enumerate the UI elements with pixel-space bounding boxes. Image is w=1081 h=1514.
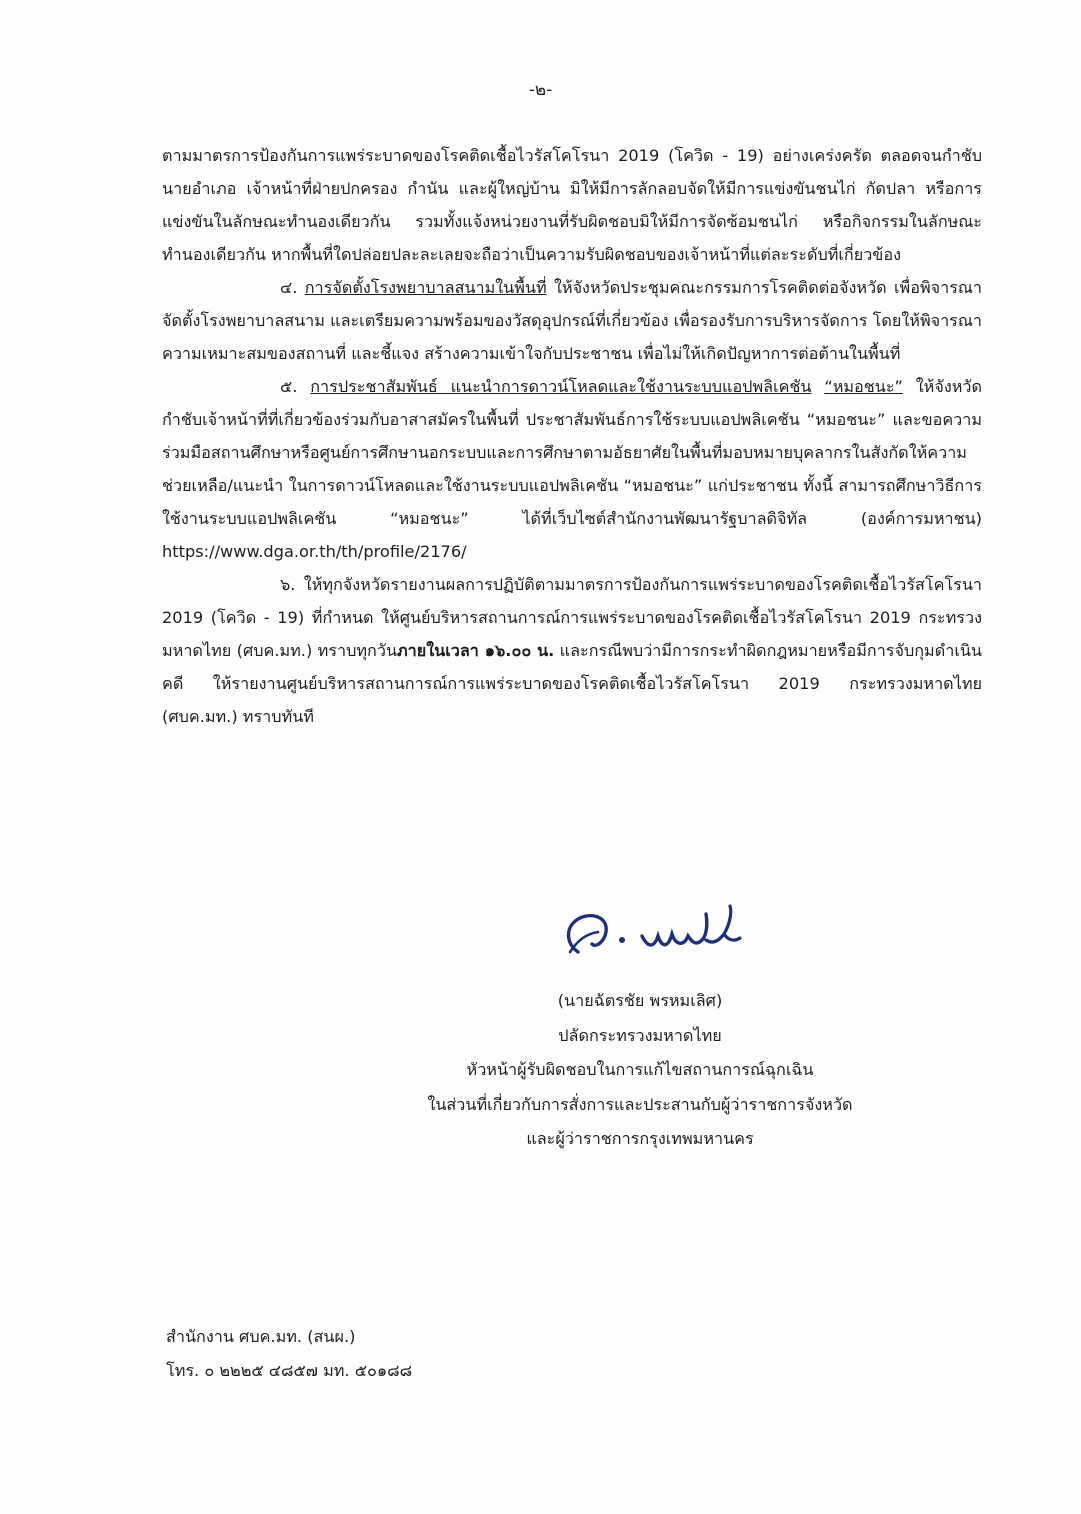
footer-phone: โทร. ๐ ๒๒๒๕ ๔๘๕๗ มท. ๕๐๑๘๘ bbox=[166, 1361, 413, 1380]
handwritten-signature bbox=[556, 900, 746, 964]
paragraph-6-text-a: ๖. ให้ทุกจังหวัดรายงานผลการปฏิบัติตามมาตรการป้องกันการแพร่ระบาดของโรคติดเชื้อไวรัสโคโรนา 2019 (โควิด - 19) ที่กำหนด ให้ศูนย์บริหารสถานการณ์การแพร่ระบาดของโรคติดเชื้อไวรัสโคโรนา 2019 กระทรวงมหาดไทย (ศบค.มท.) ทราบทุกวัน bbox=[162, 575, 982, 660]
paragraph-4 bbox=[162, 271, 982, 370]
signature-block bbox=[340, 984, 940, 1157]
paragraph-4-heading: การจัดตั้งโรงพยาบาลสนามในพื้นที่ bbox=[304, 278, 547, 297]
paragraph-5-text: ให้จังหวัดกำชับเจ้าหน้าที่ที่เกี่ยวข้องร่วมกับอาสาสมัครในพื้นที่ ประชาสัมพันธ์การใช้ระบบแอปพลิเคชัน “หมอชนะ” และขอความร่วมมือสถานศึกษาหรือศูนย์การศึกษานอกระบบและการศึกษาตามอัธยาศัยในพื้นที่มอบหมายบุคลากรในสังกัดให้ความช่วยเหลือ/แนะนำ ในการดาวน์โหลดและใช้งานระบบแอปพลิเคชัน “หมอชนะ” แก่ประชาชน ทั้งนี้ สามารถศึกษาวิธีการใช้งานระบบแอปพลิเคชัน “หมอชนะ” ได้ที่เว็บไซต์สำนักงานพัฒนารัฐบาลดิจิทัล (องค์การมหาชน) https://www.dga.or.th/th/profile/2176/ bbox=[162, 377, 982, 561]
page-number: -๒- bbox=[528, 80, 553, 100]
paragraph-5-heading: การประชาสัมพันธ์ แนะนำการดาวน์โหลดและใช้งานระบบแอปพลิเคชัน bbox=[310, 377, 812, 396]
paragraph-6-deadline: ภายในเวลา ๑๖.๐๐ น. bbox=[397, 641, 555, 660]
paragraph-5-number: ๕. bbox=[280, 377, 311, 396]
signatory-title-1: ปลัดกระทรวงมหาดไทย bbox=[558, 1025, 722, 1045]
paragraph-4-text: ให้จังหวัดประชุมคณะกรรมการโรคติดต่อจังหวัด เพื่อพิจารณาจัดตั้งโรงพยาบาลสนาม และเตรียมความพร้อมของวัสดุอุปกรณ์ที่เกี่ยวข้อง เพื่อรองรับการบริหารจัดการ โดยให้พิจารณาความเหมาะสมของสถานที่ และชี้แจง สร้างความเข้าใจกับประชาชน เพื่อไม่ให้เกิดปัญหาการต่อต้านในพื้นที่ bbox=[162, 278, 982, 363]
paragraph-continuation: ตามมาตรการป้องกันการแพร่ระบาดของโรคติดเชื้อไวรัสโคโรนา 2019 (โควิด - 19) อย่างเคร่งครัด ตลอดจนกำชับนายอำเภอ เจ้าหน้าที่ฝ่ายปกครอง กำนัน และผู้ใหญ่บ้าน มิให้มีการลักลอบจัดให้มีการแข่งขันชนไก่ กัดปลา หรือการแข่งขันในลักษณะทำนองเดียวกัน รวมทั้งแจ้งหน่วยงานที่รับผิดชอบมิให้มีการจัดซ้อมชนไก่ หรือกิจกรรมในลักษณะทำนองเดียวกัน หากพื้นที่ใดปล่อยปละละเลยจะถือว่าเป็นความรับผิดชอบของเจ้าหน้าที่แต่ละระดับที่เกี่ยวข้อง bbox=[162, 146, 982, 264]
footer-contact bbox=[166, 1320, 666, 1388]
signatory-title-2: หัวหน้าผู้รับผิดชอบในการแก้ไขสถานการณ์ฉุกเฉิน bbox=[466, 1060, 814, 1079]
paragraph-5-app-name: “หมอชนะ” bbox=[824, 377, 903, 396]
signatory-title-3: ในส่วนที่เกี่ยวกับการสั่งการและประสานกับผู้ว่าราชการจังหวัด bbox=[427, 1094, 853, 1114]
footer-office: สำนักงาน ศบค.มท. (สนผ.) bbox=[166, 1327, 356, 1346]
document-body bbox=[162, 139, 982, 733]
paragraph-6-text-b: และกรณีพบว่ามีการกระทำผิดกฎหมายหรือมีการจับกุมดำเนินคดี ให้รายงานศูนย์บริหารสถานการณ์การแพร่ระบาดของโรคติดเชื้อไวรัสโคโรนา 2019 กระทรวงมหาดไทย (ศบค.มท.) ทราบทันที bbox=[162, 641, 982, 726]
signatory-name: (นายฉัตรชัย พรหมเลิศ) bbox=[557, 991, 723, 1010]
signatory-title-4: และผู้ว่าราชการกรุงเทพมหานคร bbox=[526, 1129, 754, 1148]
paragraph-4-number: ๔. bbox=[280, 278, 305, 297]
paragraph-6 bbox=[162, 568, 982, 733]
paragraph-5 bbox=[162, 370, 982, 568]
